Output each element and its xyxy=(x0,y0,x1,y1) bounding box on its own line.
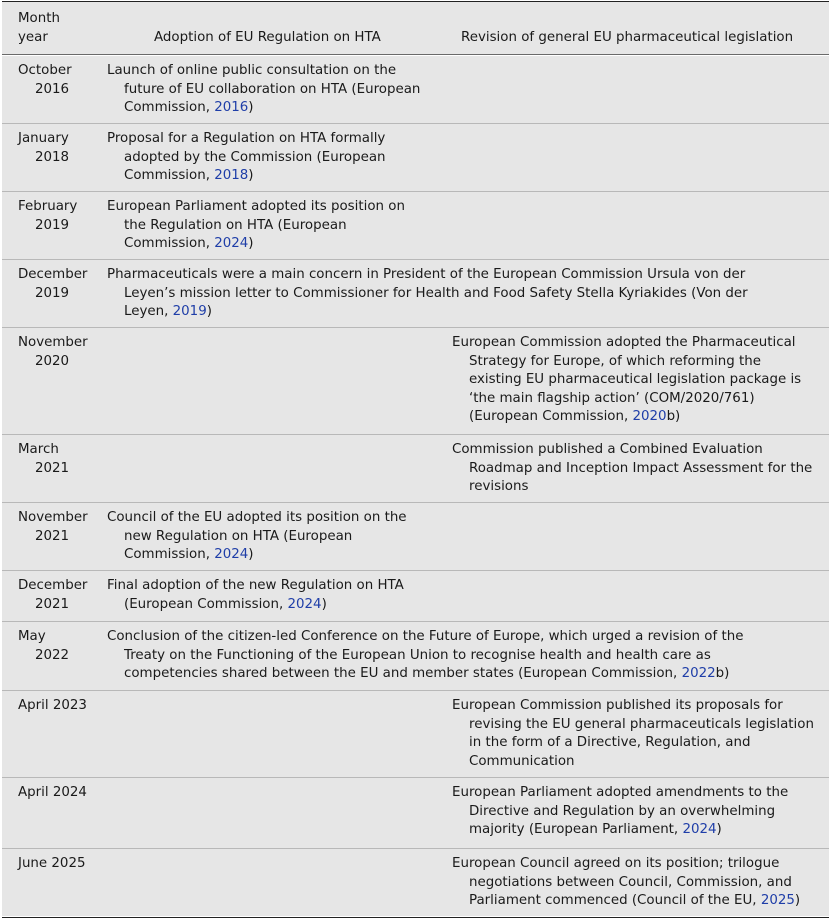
row-revision-text: European Parliament adopted amendments to the Directive and Regulation by an overwhelming majority (European Parliament, 2024) xyxy=(452,785,789,838)
header-month-year: Month year xyxy=(18,11,60,45)
citation-link[interactable]: 2024 xyxy=(214,547,249,563)
table-row xyxy=(2,622,829,691)
row-date: November 2021 xyxy=(18,510,88,544)
row-date: February 2019 xyxy=(18,199,78,233)
table-row xyxy=(2,56,829,124)
row-date: January 2018 xyxy=(18,131,70,165)
row-adoption-text: Proposal for a Regulation on HTA formally adopted by the Commission (European Commission, 2018) xyxy=(107,131,386,184)
table-row xyxy=(2,435,829,503)
row-adoption-text: Launch of online public consultation on the future of EU collaboration on HTA (European Commission, 2016) xyxy=(107,63,421,116)
row-revision-text: Commission published a Combined Evaluation Roadmap and Inception Impact Assessment for the revisions xyxy=(452,442,813,495)
table-row xyxy=(2,778,829,849)
citation-link[interactable]: 2019 xyxy=(172,304,207,320)
row-date: November 2020 xyxy=(18,335,88,369)
row-spanning-text: Conclusion of the citizen-led Conference on the Future of Europe, which urged a revision of the Treaty on the Functioning of the European Union to recognise health and health care as competencies shared between the EU and member states (European Commission, 2022b) xyxy=(107,629,744,682)
row-adoption-text: Council of the EU adopted its position on the new Regulation on HTA (European Commission, 2024) xyxy=(107,510,407,563)
row-revision-text: European Commission adopted the Pharmaceutical Strategy for Europe, of which reforming the existing EU pharmaceutical legislation package is ‘the main flagship action’ (COM/2020/761) (European Commission, 2020b) xyxy=(452,335,802,425)
table-row xyxy=(2,691,829,778)
row-date: March 2021 xyxy=(18,442,70,476)
citation-link[interactable]: 2024 xyxy=(287,596,322,612)
citation-link[interactable]: 2025 xyxy=(760,893,795,909)
row-date: May 2022 xyxy=(18,629,70,663)
row-adoption-text: European Parliament adopted its position on the Regulation on HTA (European Commission, 2024) xyxy=(107,199,405,252)
table-header xyxy=(2,2,829,55)
row-revision-text: European Commission published its proposals for revising the EU general pharmaceuticals legislation in the form of a Directive, Regulation, and Communication xyxy=(452,698,814,769)
table-row xyxy=(2,571,829,622)
citation-link[interactable]: 2024 xyxy=(682,822,717,838)
row-date: April 2024 xyxy=(18,785,87,800)
table-row xyxy=(2,260,829,328)
citation-link[interactable]: 2022 xyxy=(681,666,716,682)
citation-link[interactable]: 2018 xyxy=(214,168,249,184)
row-date: April 2023 xyxy=(18,698,87,713)
citation-link[interactable]: 2024 xyxy=(214,236,249,252)
row-revision-text: European Council agreed on its position; trilogue negotiations between Council, Commission, and Parliament commenced (Council of the EU, 2025) xyxy=(452,856,801,909)
table-row xyxy=(2,503,829,571)
table-row xyxy=(2,849,829,916)
citation-link[interactable]: 2020 xyxy=(632,409,667,425)
table-row xyxy=(2,124,829,192)
row-date: December 2021 xyxy=(18,578,88,612)
header-revision: Revision of general EU pharmaceutical legislation xyxy=(461,30,794,45)
row-adoption-text: Final adoption of the new Regulation on HTA (European Commission, 2024) xyxy=(107,578,404,612)
table-row xyxy=(2,192,829,260)
row-date: June 2025 xyxy=(18,856,86,871)
header-adoption: Adoption of EU Regulation on HTA xyxy=(154,30,381,45)
table-row xyxy=(2,328,829,435)
row-spanning-text: Pharmaceuticals were a main concern in President of the European Commission Ursula von der Leyen’s mission letter to Commissioner for Health and Food Safety Stella Kyriakides (Von der Leyen, 2019) xyxy=(107,267,748,320)
bottom-rule xyxy=(2,917,829,918)
row-date: December 2019 xyxy=(18,267,88,301)
citation-link[interactable]: 2016 xyxy=(214,100,249,116)
row-date: October 2016 xyxy=(18,63,72,97)
